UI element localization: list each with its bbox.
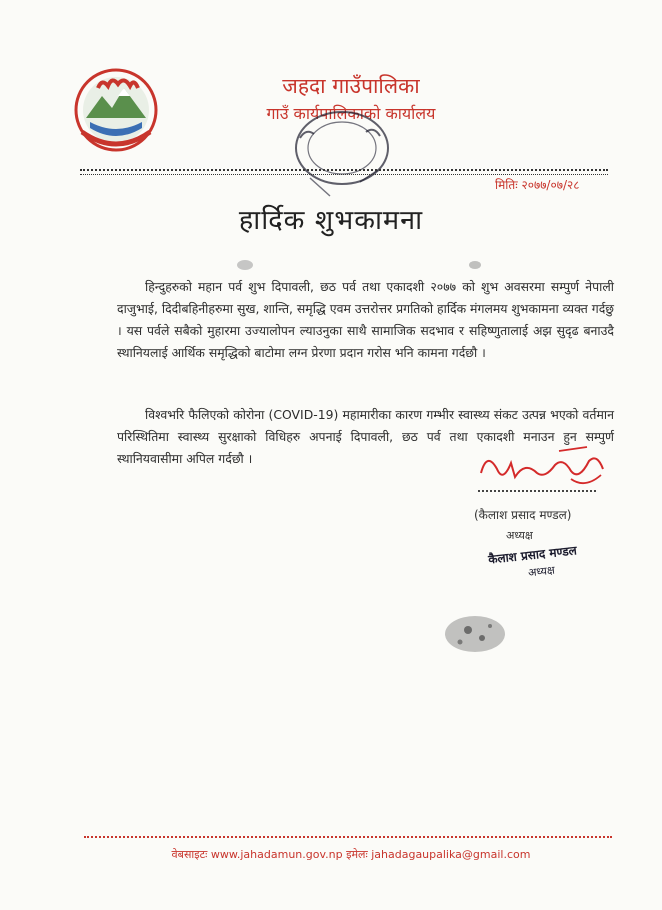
letter-paragraph-1: हिन्दुहरुको महान पर्व शुभ दिपावली, छठ पर्व तथा एकादशी २०७७ को शुभ अवसरमा सम्पुर्ण नेपाली दाजुभाई, दिदीबहिनीहरुमा सुख, शान्ति, समृद्धि एवम उत्तरोत्तर प्रगतिको हार्दिक मंगलमय शुभकामना व्यक्त गर्दछु । यस पर्वले सबैको मुहारमा उज्यालोपन ल्याउनुका साथै सामाजिक सदभाव र सहिष्णुतालाई अझ सुदृढ बनाउदै स्थानियलाई आर्थिक समृद्धिको बाटोमा लग्न प्रेरणा प्रदान गरोस भनि कामना गर्दछौ । [117, 279, 614, 360]
letter-title: हार्दिक शुभकामना [238, 205, 424, 236]
ink-speck [230, 255, 260, 275]
signatory-name: (कैलाश प्रसाद मण्डल) [474, 508, 572, 522]
ink-speck [460, 255, 490, 275]
office-seal-icon [270, 108, 410, 203]
letter-paragraph-2: विश्वभरि फैलिएको कोरोना (COVID-19) महामारीका कारण गम्भीर स्वास्थ्य संकट उत्पन्न भएको वर्तमान परिस्थितिमा स्वास्थ्य सुरक्षाको विधिहरु अपनाई दिपावली, छठ पर्व तथा एकादशी मनाउन हुन सम्पुर्ण स्थानियवासीमा अपिल गर्दछौ । [117, 407, 614, 466]
organization-name: जहदा गाउँपालिका [282, 74, 420, 98]
letter-date: मितिः २०७७/०७/२८ [495, 178, 580, 192]
header-divider [80, 169, 608, 171]
footer-contact: वेबसाइटः www.jahadamun.gov.np इमेलः jahadagaupalika@gmail.com [171, 848, 531, 861]
title-stamp: अध्यक्ष [527, 563, 556, 580]
header-divider-secondary [80, 174, 608, 175]
signatory-title: अध्यक्ष [506, 529, 533, 542]
name-stamp: कैलाश प्रसाद मण्डल [487, 543, 578, 567]
footer-divider [84, 836, 612, 838]
office-name: गाउँ कार्यपालिकाको कार्यालय [266, 104, 436, 123]
ink-smudge [420, 600, 520, 670]
signature-line [478, 490, 596, 492]
handwritten-signature [475, 443, 610, 495]
